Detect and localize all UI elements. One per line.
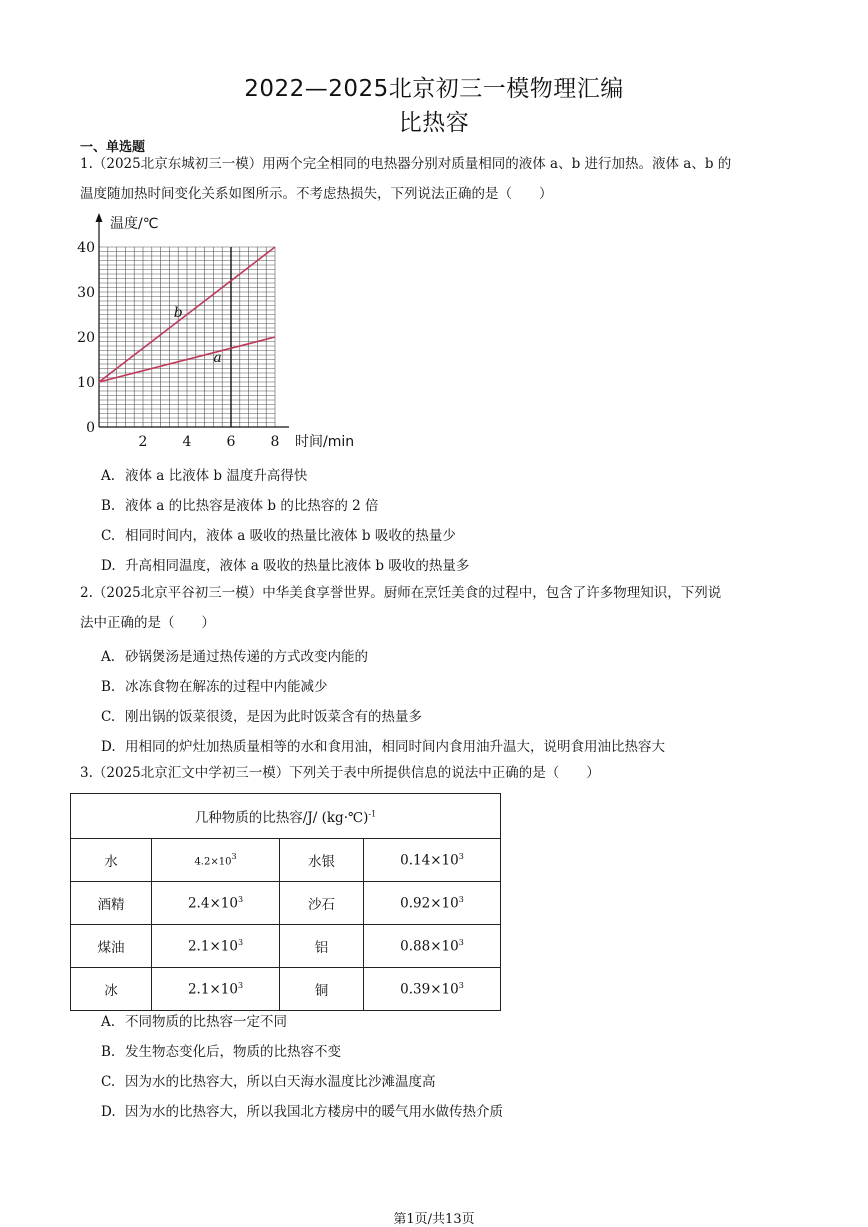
table-title: 几种物质的比热容/J/ (kg·℃)$^{-1}$: [71, 794, 501, 839]
series-label-a: a: [213, 350, 222, 367]
q2-option-a[interactable]: A. 砂锅煲汤是通过热传递的方式改变内能的: [101, 649, 368, 665]
q1-option-c[interactable]: C. 相同时间内，液体 a 吸收的热量比液体 b 吸收的热量少: [101, 528, 456, 544]
x-tick-label: 2: [138, 434, 148, 450]
y-tick-label: 20: [77, 330, 95, 346]
q1-option-b[interactable]: B. 液体 a 的比热容是液体 b 的比热容的 2 倍: [101, 498, 379, 514]
x-tick-label: 4: [182, 434, 192, 450]
table-row: 煤油 $2.1\times 10^3$ 铝 $0.88\times 10^3$: [71, 925, 501, 968]
q2-stem-line2: 法中正确的是（ ）: [80, 615, 215, 631]
page-title: 2022—2025北京初三一模物理汇编: [244, 76, 624, 102]
chart-axes: [96, 213, 290, 427]
origin-label: 0: [86, 420, 95, 436]
table-row: 酒精 $2.4\times 10^3$ 沙石 $0.92\times 10^3$: [71, 882, 501, 925]
page-subtitle: 比热容: [398, 110, 470, 136]
x-tick-label: 8: [270, 434, 280, 450]
table-row: 水 $4.2\times 10^3$ 水银 $0.14\times 10^3$: [71, 839, 501, 882]
q3-option-b[interactable]: B. 发生物态变化后，物质的比热容不变: [101, 1044, 341, 1060]
page-footer: 第1页/共13页: [393, 1212, 475, 1227]
x-tick-label: 6: [226, 434, 236, 450]
q2-option-b[interactable]: B. 冰冻食物在解冻的过程中内能减少: [101, 679, 328, 695]
y-tick-label: 10: [77, 375, 95, 391]
q2-option-d[interactable]: D. 用相同的炉灶加热质量相等的水和食用油，相同时间内食用油升温大，说明食用油比热容大: [101, 739, 665, 755]
q2-stem-line1: 2.（2025北京平谷初三一模）中华美食享誉世界。厨师在烹饪美食的过程中，包含了许多物理知识，下列说: [80, 585, 722, 601]
series-label-b: b: [173, 304, 183, 321]
y-tick-label: 30: [77, 285, 95, 301]
q3-option-a[interactable]: A. 不同物质的比热容一定不同: [101, 1014, 287, 1030]
y-tick-label: 40: [77, 240, 95, 256]
q1-stem-line1: 1.（2025北京东城初三一模）用两个完全相同的电热器分别对质量相同的液体 a、b 进行加热。液体 a、b 的: [80, 156, 732, 172]
section-heading: 一、单选题: [80, 140, 146, 155]
q1-option-d[interactable]: D. 升高相同温度，液体 a 吸收的热量比液体 b 吸收的热量多: [101, 558, 470, 574]
q3-stem-line1: 3.（2025北京汇文中学初三一模）下列关于表中所提供信息的说法中正确的是（ ）: [80, 765, 600, 781]
q3-option-c[interactable]: C. 因为水的比热容大，所以白天海水温度比沙滩温度高: [101, 1074, 436, 1090]
y-axis-label: 温度/℃: [110, 216, 159, 232]
x-axis-label: 时间/min: [295, 434, 355, 450]
q1-option-a[interactable]: A. 液体 a 比液体 b 温度升高得快: [101, 468, 308, 484]
q1-stem-line2: 温度随加热时间变化关系如图所示。不考虑热损失，下列说法正确的是（ ）: [80, 186, 553, 202]
specific-heat-table: [70, 793, 501, 1011]
y-axis-arrow: [96, 213, 103, 222]
q2-option-c[interactable]: C. 刚出锅的饭菜很烫，是因为此时饭菜含有的热量多: [101, 709, 422, 725]
chart-grid: [99, 247, 275, 427]
q3-option-d[interactable]: D. 因为水的比热容大，所以我国北方楼房中的暖气用水做传热介质: [101, 1104, 503, 1120]
table-row: 冰 $2.1\times 10^3$ 铜 $0.39\times 10^3$: [71, 968, 501, 1011]
temperature-time-chart: [70, 208, 370, 456]
